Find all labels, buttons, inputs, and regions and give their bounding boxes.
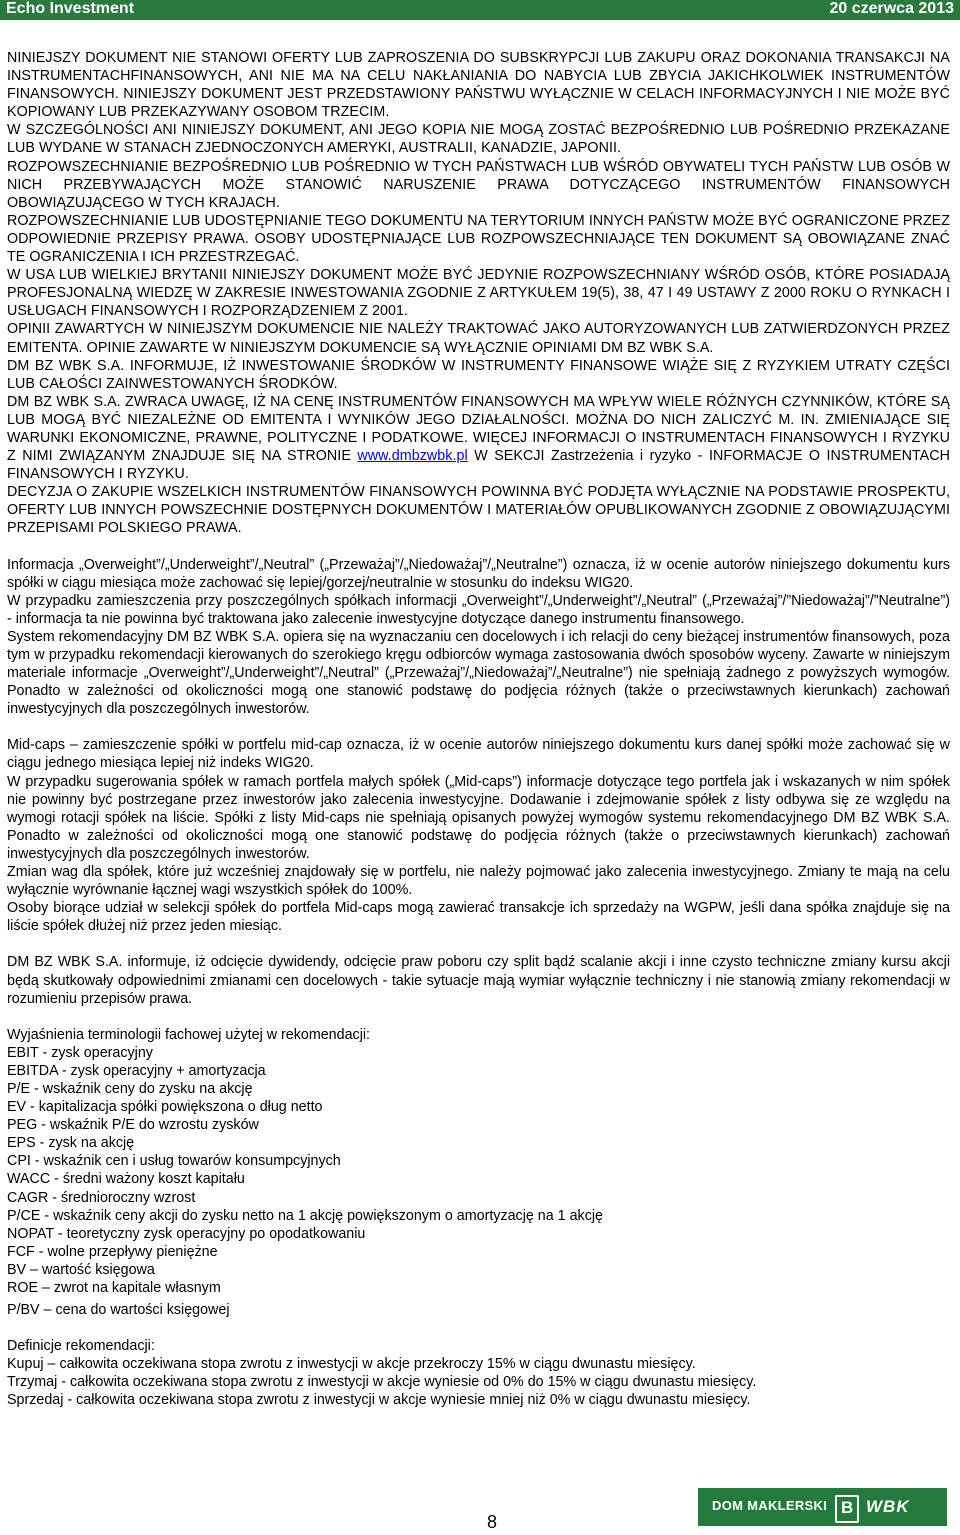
logo-badge-icon [835, 1495, 859, 1523]
company-name: Echo Investment [6, 0, 135, 17]
spacer [7, 1008, 950, 1026]
glossary-heading: Wyjaśnienia terminologii fachowej użytej w rekomendacji: [7, 1026, 371, 1043]
glossary-item: FCF - wolne przepływy pieniężne [7, 1243, 218, 1260]
disclaimer-paragraph: OPINII ZAWARTYCH W NINIEJSZYM DOKUMENCIE NIE NALEŻY TRAKTOWAĆ JAKO AUTORYZOWANYCH LUB ZATWIERDZONYCH PRZEZ EMITENTA. OPINIE ZAWARTE W NINIEJSZYM DOKUMENCIE SĄ WYŁĄCZNIE OPINIAMI DM BZ WBK S.A. [7, 321, 950, 356]
bzwbk-logo [698, 1488, 947, 1526]
definitions-section [7, 1337, 950, 1409]
logo-badge-letter: B [841, 1498, 854, 1517]
ratings-paragraph: System rekomendacyjny DM BZ WBK S.A. opiera się na wyznaczaniu cen docelowych i ich relacji do ceny bieżącej instrumentów finansowych, poza tym w przypadku rekomendacji kierowanych do szerokiego kręgu odbiorców wymaga zastosowania dwóch sposobów wyceny. Zawarte w niniejszym materiale informacje „Overweight”/„Underweight”/„Neutral” („Przeważaj”/„Niedoważaj”/„Neutralne”) nie spełniają żadnego z powyższych wymogów. Ponadto w zależności od okoliczności mogą one stanowić podstawę do podjęcia różnych (także o przeciwstawnych kierunkach) zachowań inwestycyjnych dla poszczególnych inwestorów. [7, 628, 950, 718]
glossary-item: P/E - wskaźnik ceny do zysku na akcję [7, 1080, 253, 1097]
glossary-item: CPI - wskaźnik cen i usług towarów konsumpcyjnych [7, 1153, 341, 1170]
glossary-item: EBITDA - zysk operacyjny + amortyzacja [7, 1062, 266, 1079]
page-header [0, 0, 960, 20]
midcaps-paragraph: Zmian wag dla spółek, które już wcześniej znajdowały się w portfelu, nie należy pojmować jako zalecenia inwestycyjnego. Zmiany te mają na celu wyłącznie wyrównanie łącznej wagi wszystkich spółek do 100%. [7, 864, 950, 899]
logo-wbk: WBK [866, 1497, 910, 1516]
glossary-item: ROE – zwrot na kapitale własnym [7, 1280, 221, 1296]
disclaimer-risk-paragraph [7, 393, 950, 483]
spacer [7, 538, 950, 556]
midcaps-section [7, 736, 950, 935]
glossary-item: P/CE - wskaźnik ceny akcji do zysku netto na 1 akcję powiększonym o amortyzację na 1 akcję [7, 1207, 603, 1224]
disclaimer-paragraph: ROZPOWSZECHNIANIE BEZPOŚREDNIO LUB POŚREDNIO W TYCH PAŃSTWACH LUB WŚRÓD OBYWATELI TYCH PAŃSTW LUB OSÓB W NICH PRZEBYWAJĄCYCH MOŻE STANOWIĆ NARUSZENIE PRAWA DOTYCZĄCEGO INSTRUMENTÓW FINANSOWYCH OBOWIĄZUJĄCEGO W TYCH KRAJACH. [7, 158, 950, 211]
definition-item: Sprzedaj - całkowita oczekiwana stopa zwrotu z inwestycji w akcje wyniesie mniej niż 0% w ciągu dwunastu miesięcy. [7, 1392, 751, 1409]
website-link[interactable]: www.dmbzwbk.pl [357, 448, 468, 465]
disclaimer-paragraph: W USA LUB WIELKIEJ BRYTANII NINIEJSZY DOKUMENT MOŻE BYĆ JEDYNIE ROZPOWSZECHNIANY WŚRÓD OSÓB, KTÓRE POSIADAJĄ PROFESJONALNĄ WIEDZĘ W ZAKRESIE INWESTOWANIA ZGODNIE Z ARTYKUŁEM 19(5), 38, 47 I 49 USTAWY Z 2000 ROKU O RYNKACH I USŁUGACH FINANSOWYCH I ROZPORZĄDZENIEM Z 2001. [7, 267, 950, 320]
definitions-heading: Definicje rekomendacji: [7, 1338, 155, 1355]
definition-item: Kupuj – całkowita oczekiwana stopa zwrotu z inwestycji w akcje przekroczy 15% w ciągu dwunastu miesięcy. [7, 1356, 696, 1373]
spacer [7, 935, 950, 953]
spacer [7, 718, 950, 736]
glossary-item: P/BV – cena do wartości księgowej [7, 1302, 230, 1319]
midcaps-paragraph: Osoby biorące udział w selekcji spółek do portfela Mid-caps mogą zawierać transakcje ich sprzedaży na WGPW, jeśli dana spółka znajduje się na liście spółek dłużej niż przez jeden miesiąc. [7, 900, 950, 935]
glossary-item: WACC - średni ważony koszt kapitału [7, 1171, 245, 1188]
glossary-item: EV - kapitalizacja spółki powiększona o dług netto [7, 1099, 323, 1116]
disclaimer-section [7, 49, 950, 538]
page-number: 8 [487, 1512, 498, 1532]
document-body [7, 49, 950, 1410]
corporate-actions-paragraph: DM BZ WBK S.A. informuje, iż odcięcie dywidendy, odcięcie praw poboru czy split bądź scalanie akcji i inne czysto techniczne zmiany kursu akcji będą skutkowały odpowiednimi zmianami cen docelowych - takie sytuacje mają wymiar wyłącznie techniczny i nie stanowią zmiany rekomendacji w rozumieniu przepisów prawa. [7, 954, 950, 1007]
glossary-item: EBIT - zysk operacyjny [7, 1044, 153, 1061]
disclaimer-risk-text-end: W SEKCJI Zastrzeżenia i ryzyko - INFORMACJE O INSTRUMENTACH FINANSOWYCH I RYZYKU. [7, 448, 951, 483]
ratings-paragraph: W przypadku zamieszczenia przy poszczególnych spółkach informacji „Overweight”/„Underweight”/„Neutral” („Przeważaj”/”Niedoważaj”/”Neutralne”) - informacja ta nie powinna być traktowana jako zalecenie inwestycyjne dotyczące danego instrumentu finansowego. [7, 592, 950, 627]
ratings-section [7, 556, 950, 719]
midcaps-paragraph: W przypadku sugerowania spółek w ramach portfela małych spółek („Mid-caps”) informacje dotyczące tego portfela jak i wskazanych w nim spółek nie powinny być postrzegane przez inwestorów jako zalecenia inwestycyjne. Dodawanie i zdejmowanie spółek z listy odbywa się ze względu na wymogi rotacji spółek na liście. Spółki z listy Mid-caps nie spełniają opisanych powyżej wymogów systemu rekomendacyjnego DM BZ WBK S.A. Ponadto w zależności od okoliczności mogą one stanowić podstawę do podjęcia różnych (także o przeciwstawnych kierunkach) zachowań inwestycyjnych dla poszczególnych inwestorów. [7, 773, 950, 862]
report-date: 20 czerwca 2013 [829, 0, 954, 17]
ratings-paragraph: Informacja „Overweight”/„Underweight”/„Neutral” („Przeważaj”/„Niedoważaj”/„Neutralne”) oznacza, iż w ocenie autorów niniejszego dokumentu kurs spółki w ciągu miesiąca może zachować się lepiej/gorzej/neutralnie w stosunku do indeksu WIG20. [7, 556, 950, 591]
disclaimer-paragraph: W SZCZEGÓLNOŚCI ANI NINIEJSZY DOKUMENT, ANI JEGO KOPIA NIE MOGĄ ZOSTAĆ BEZPOŚREDNIO LUB POŚREDNIO PRZEKAZANE LUB WYDANE W STANACH ZJEDNOCZONYCH AMERYKI, AUSTRALII, KANADZIE, JAPONII. [7, 122, 950, 157]
disclaimer-risk-text: DM BZ WBK S.A. ZWRACA UWAGĘ, IŻ NA CENĘ INSTRUMENTÓW FINANSOWYCH MA WPŁYW WIELE RÓŻNYCH CZYNNIKÓW, KTÓRE SĄ LUB MOGĄ BYĆ NIEZALEŻNE OD EMITENTA I WYNIKÓW JEGO DZIAŁALNOŚCI. MOŻNA DO NICH ZALICZYĆ M. IN. ZMIENIAJĄCE SIĘ WARUNKI EKONOMICZNE, PRAWNE, POLITYCZNE I PODATKOWE. WIĘCEJ INFORMACJI O INSTRUMENTACH FINANSOWYCH I RYZYKU Z NIMI ZWIĄZANYM ZNAJDUJE SIĘ NA STRONIE [7, 393, 950, 465]
glossary-item: NOPAT - teoretyczny zysk operacyjny po opodatkowaniu [7, 1225, 366, 1242]
glossary-item: PEG - wskaźnik P/E do wzrostu zysków [7, 1117, 259, 1134]
disclaimer-paragraph: ROZPOWSZECHNIANIE LUB UDOSTĘPNIANIE TEGO DOKUMENTU NA TERYTORIUM INNYCH PAŃSTW MOŻE BYĆ OGRANICZONE PRZEZ ODPOWIEDNIE PRZEPISY PRAWA. OSOBY UDOSTĘPNIAJĄCE LUB ROZPOWSZECHNIAJĄCE TEN DOKUMENT SĄ OBOWIĄZANE ZNAĆ TE OGRANICZENIA I ICH PRZESTRZEGAĆ. [7, 212, 950, 266]
disclaimer-paragraph: DECYZJA O ZAKUPIE WSZELKICH INSTRUMENTÓW FINANSOWYCH POWINNA BYĆ PODJĘTA WYŁĄCZNIE NA PODSTAWIE PROSPEKTU, OFERTY LUB INNYCH POWSZECHNIE DOSTĘPNYCH DOKUMENTÓW I MATERIAŁÓW OPUBLIKOWANYCH ZGODNIE Z OBOWIĄZUJĄCYMI PRZEPISAMI POLSKIEGO PRAWA. [7, 484, 950, 537]
disclaimer-paragraph: DM BZ WBK S.A. INFORMUJE, IŻ INWESTOWANIE ŚRODKÓW W INSTRUMENTY FINANSOWE WIĄŻE SIĘ Z RYZYKIEM UTRATY CZĘŚCI LUB CAŁOŚCI ZAINWESTOWANYCH ŚRODKÓW. [7, 357, 950, 392]
glossary-item: EPS - zysk na akcję [7, 1135, 135, 1152]
disclaimer-paragraph: NINIEJSZY DOKUMENT NIE STANOWI OFERTY LUB ZAPROSZENIA DO SUBSKRYPCJI LUB ZAKUPU ORAZ DOKONANIA TRANSAKCJI NA INSTRUMENTACHFINANSOWYCH, ANI NIE MA NA CELU NAKŁANIANIA DO NABYCIA LUB ZBYCIA JAKICHKOLWIEK INSTRUMENTÓW FINANSOWYCH. NINIEJSZY DOKUMENT JEST PRZEDSTAWIONY PAŃSTWU WYŁĄCZNIE W CELACH INFORMACYJNYCH I NIE MOŻE BYĆ KOPIOWANY LUB PRZEKAZYWANY OSOBOM TRZECIM. [7, 50, 950, 121]
glossary-item: BV – wartość księgowa [7, 1261, 155, 1278]
midcaps-paragraph: Mid-caps – zamieszczenie spółki w portfelu mid-cap oznacza, iż w ocenie autorów niniejszego dokumentu kurs danej spółki może zachować się w ciągu jednego miesiąca lepiej niż indeks WIG20. [7, 737, 950, 772]
glossary-section [7, 1026, 950, 1320]
glossary-item: CAGR - średnioroczny wzrost [7, 1189, 196, 1206]
logo-text: DOM MAKLERSKI [712, 1498, 828, 1513]
spacer [7, 1319, 950, 1337]
definition-item: Trzymaj - całkowita oczekiwana stopa zwrotu z inwestycji w akcje wyniesie od 0% do 15% w ciągu dwunastu miesięcy. [7, 1374, 757, 1391]
